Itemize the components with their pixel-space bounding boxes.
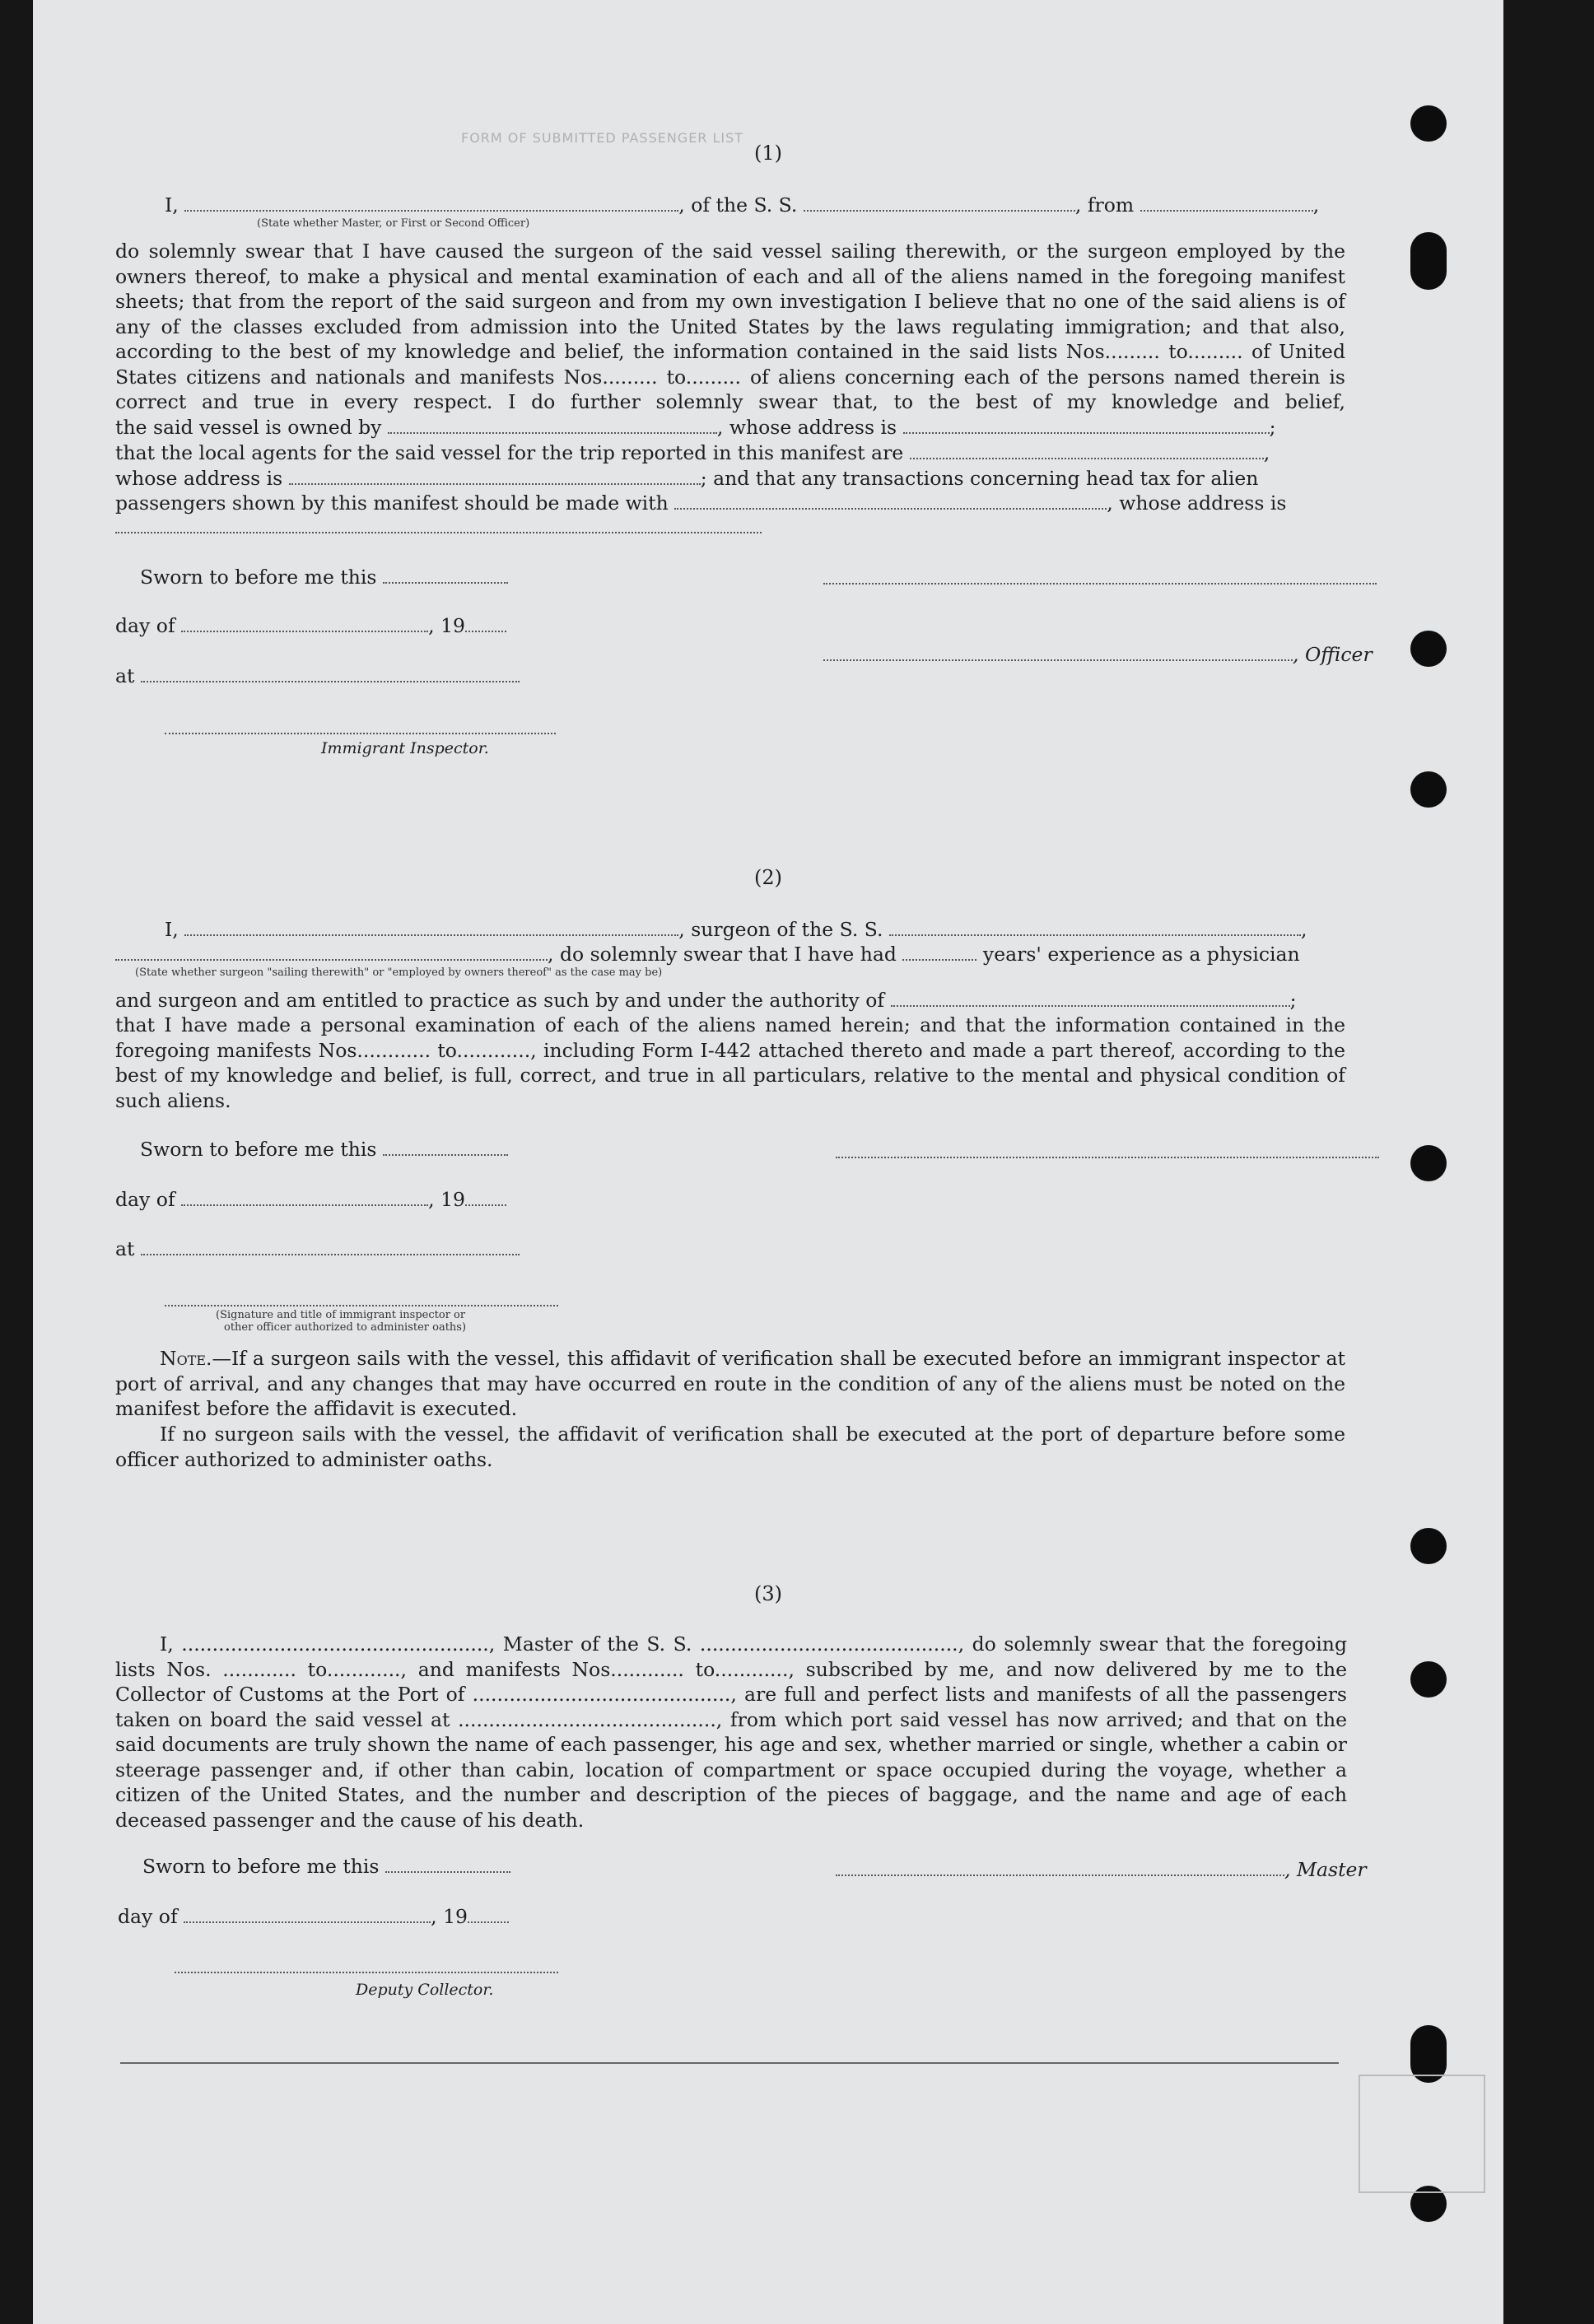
signature-note: (Signature and title of immigrant inspector or — [216, 1309, 466, 1321]
at-line — [115, 664, 520, 688]
text: passengers shown by this manifest should be made with — [115, 491, 669, 515]
punch-hole — [1410, 105, 1447, 142]
text: Sworn to before me this — [140, 566, 377, 589]
manifest-page — [33, 0, 1503, 2324]
text: the said vessel is owned by — [115, 416, 382, 439]
note-label: Note. — [160, 1347, 212, 1370]
surgeon-paragraph: that I have made a personal examination of each of the aliens named herein; and that the information contained in the foregoing manifests Nos............ to............, including Form I-442 attached thereto and made a part thereof, according to the best of my knowledge and belief, is full, correct, and true in all particulars, relative to the mental and physical condition of such aliens. — [115, 1013, 1345, 1112]
surgeon-line — [165, 917, 1307, 942]
section-number: (2) — [754, 866, 782, 889]
signature-note: other officer authorized to administer oaths) — [224, 1321, 467, 1334]
punch-hole — [1410, 771, 1447, 808]
officer-signature-top — [823, 583, 1377, 584]
text: , whose address is — [1107, 491, 1287, 515]
text: ; — [1269, 416, 1276, 439]
section-number: (1) — [754, 142, 782, 165]
collector-label: Deputy Collector. — [356, 1981, 494, 1999]
punch-hole — [1410, 232, 1447, 290]
continuation-line — [115, 532, 762, 533]
text: , surgeon of the S. S. — [678, 918, 883, 941]
text: whose address is — [115, 467, 283, 490]
master-paragraph: I, .................................................., Master of the S. S. .........................................., do solemnly swear that the foregoing lists Nos. ............ to............, and manifests Nos............ to............, subscribed by me, and now delivered by me to the Collector of Customs at the Port of .........................................., are full and perfect lists and manifests of all the passengers taken on board the said vessel at .........................................., from which port said vessel has now arrived; and that on the said documents are truly shown the name of each passenger, his age and sex, whether married or single, whether a cabin or steerage passenger and, if other than cabin, location of compartment or space occupied during the voyage, whether a citizen of the United States, and the number and description of the pieces of baggage, and the name and age of each deceased passenger and the cause of his death. — [115, 1632, 1347, 1832]
officer-signature — [165, 1305, 558, 1306]
text: years' experience as a physician — [982, 943, 1300, 966]
punch-hole — [1410, 631, 1447, 667]
text: at — [115, 664, 135, 687]
text: day of — [118, 1905, 178, 1928]
passengers-line — [115, 491, 1286, 515]
faint-header: FORM OF SUBMITTED PASSENGER LIST — [461, 130, 744, 146]
sworn-line — [142, 1854, 510, 1879]
text: day of — [115, 614, 175, 637]
text: I, — [165, 918, 179, 941]
sworn-line — [140, 1137, 508, 1162]
text: Sworn to before me this — [140, 1138, 377, 1161]
sworn-line — [140, 565, 508, 589]
text: day of — [115, 1188, 175, 1211]
text: , — [1263, 441, 1270, 464]
text: , — [1312, 193, 1320, 217]
bottom-rule — [120, 2062, 1339, 2064]
inspector-signature — [165, 733, 556, 734]
text: ; — [1289, 989, 1297, 1012]
note-paragraph-2: If no surgeon sails with the vessel, the affidavit of verification shall be executed at the port of departure before some officer authorized to administer oaths. — [115, 1423, 1345, 1471]
day-line — [118, 1904, 509, 1929]
text: Sworn to before me this — [142, 1855, 380, 1878]
field-note: (State whether surgeon "sailing therewith" or "employed by owners thereof" as the case may be) — [135, 966, 663, 979]
text: that the local agents for the said vessel for the trip reported in this manifest are — [115, 441, 904, 464]
note-text: —If a surgeon sails with the vessel, this affidavit of verification shall be executed before an immigrant inspector at port of arrival, and any changes that may have occurred en route in the condition of any of the aliens must be noted on the manifest before the affidavit is executed. — [115, 1347, 1345, 1420]
field-note: (State whether Master, or First or Second Officer) — [257, 217, 530, 230]
note-paragraph — [115, 1346, 1345, 1422]
day-line — [115, 1187, 506, 1212]
at-line — [115, 1237, 520, 1261]
owned-by-line — [115, 415, 1276, 440]
oath-paragraph: do solemnly swear that I have caused the surgeon of the said vessel sailing therewith, or the surgeon employed by the owners thereof, to make a physical and mental examination of each and all of the aliens named in the foregoing manifest sheets; that from the report of the said surgeon and from my own investigation I believe that no one of the said aliens is of any of the classes excluded from admission into the United States by the laws regulating immigration; and that also, according to the best of my knowledge and belief, the information contained in the said lists Nos......... to......... of United States citizens and nationals and manifests Nos......... to......... of aliens concerning each of the persons named therein is correct and true in every respect. I do further solemnly swear that, to the best of my knowledge and belief, — [115, 240, 1345, 413]
text: I, — [165, 193, 179, 217]
text: and surgeon and am entitled to practice as such by and under the authority of — [115, 989, 885, 1012]
text: , do solemnly swear that I have had — [548, 943, 897, 966]
master-label: , Master — [1284, 1858, 1367, 1881]
text: , whose address is — [716, 416, 897, 439]
text: , 19 — [428, 614, 465, 637]
text: , from — [1074, 193, 1135, 217]
text: ; and that any transactions concerning head tax for alien — [700, 467, 1259, 490]
inspector-label: Immigrant Inspector. — [321, 739, 489, 757]
officer-line — [823, 642, 1373, 667]
punch-hole — [1410, 1145, 1447, 1181]
punch-hole — [1410, 1661, 1447, 1698]
address-line — [115, 466, 1258, 491]
local-agents-line — [115, 440, 1270, 465]
text: , — [1301, 918, 1307, 941]
day-line — [115, 613, 506, 638]
experience-line — [115, 942, 1300, 966]
faint-stamp — [1359, 2075, 1485, 2193]
officer-label: , Officer — [1293, 643, 1373, 666]
section-number: (3) — [754, 1582, 782, 1605]
oath-line — [165, 193, 1319, 217]
collector-signature — [175, 1972, 558, 1973]
text: , of the S. S. — [678, 193, 798, 217]
text: , 19 — [431, 1905, 468, 1928]
authority-line — [115, 988, 1297, 1013]
text: at — [115, 1237, 135, 1260]
surgeon-signature — [836, 1157, 1379, 1158]
text: , 19 — [428, 1188, 465, 1211]
punch-hole — [1410, 1528, 1447, 1564]
master-line — [836, 1857, 1367, 1882]
